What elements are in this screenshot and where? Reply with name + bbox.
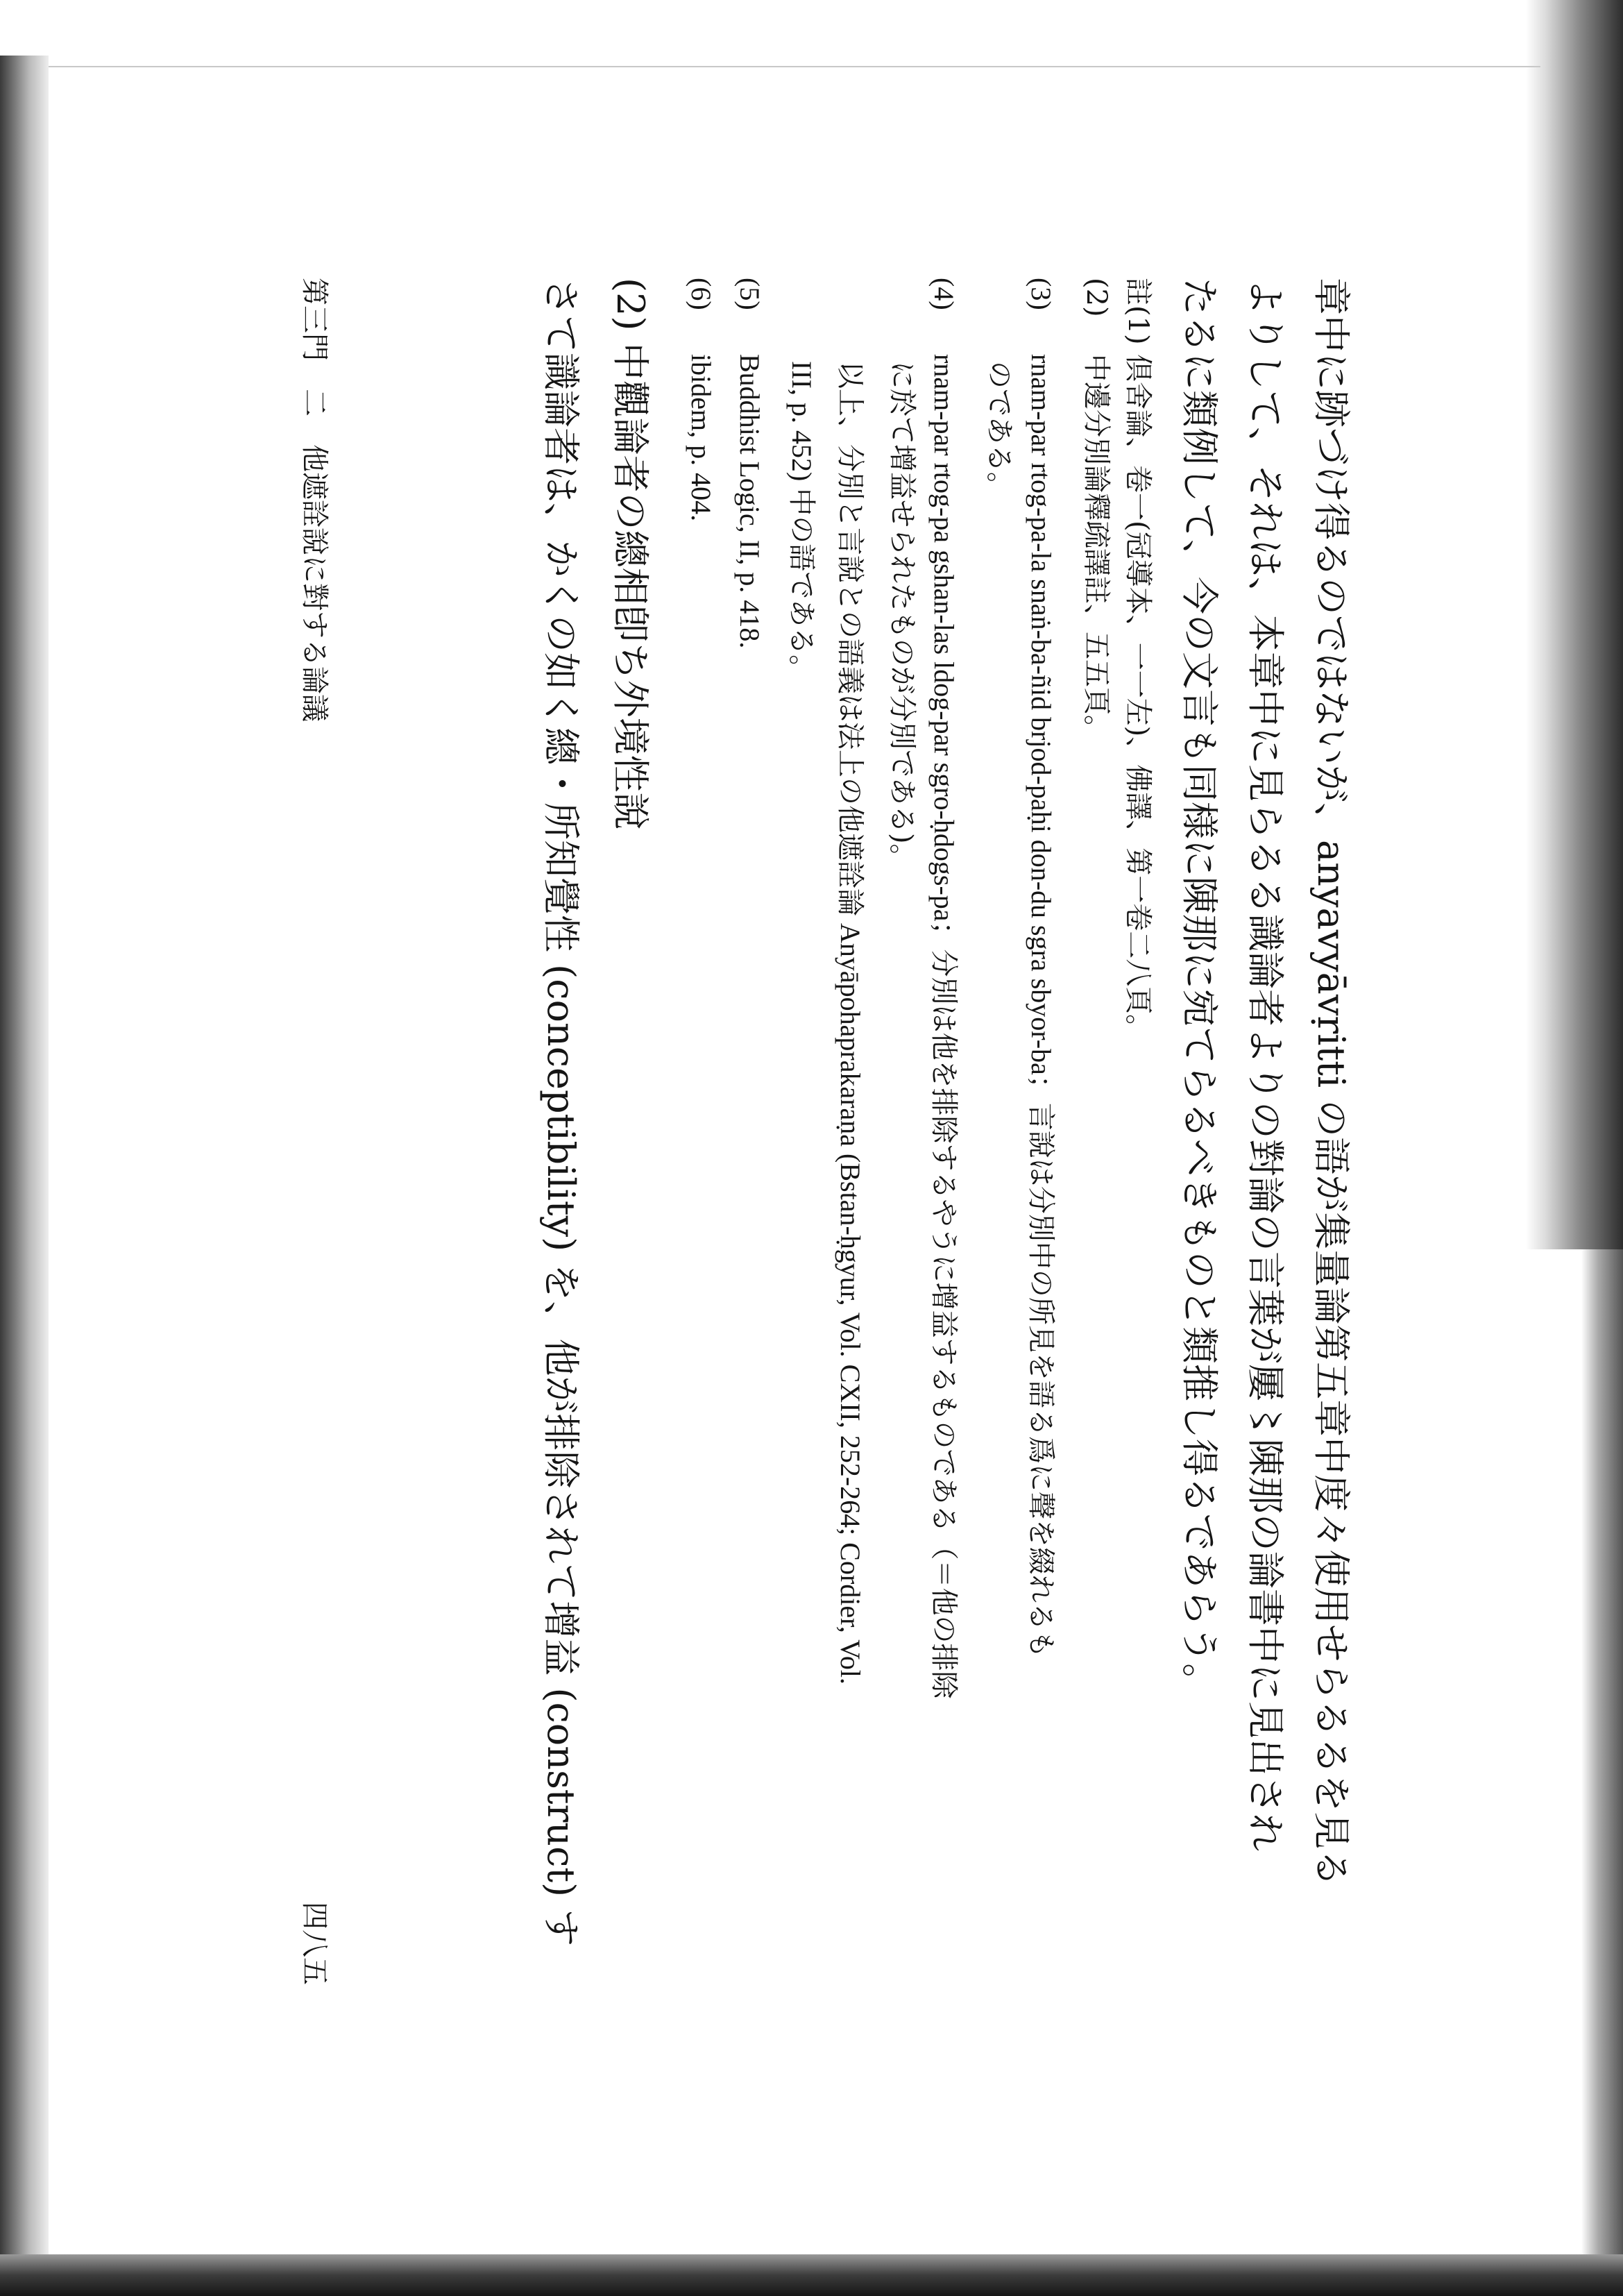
notes-heading: 註(1)	[1122, 278, 1154, 345]
note-4: (4)rnam-par rtog-pa gshan-las ldog-par sgro-ḥdogs-pa；分別は他を排除するやうに增益するものである（＝他の排除	[928, 278, 960, 1699]
note-2: (2)中邊分別論釋疏譯註、五五頁。	[1080, 278, 1112, 743]
page-number: 四八五	[298, 1902, 330, 1985]
note-number: (4)	[928, 278, 960, 310]
body-line-1: 章中に跡づけ得るのではないが、anyavyāvṛitti の語が集量論第五章中度々使用せらるるを見る	[1309, 278, 1353, 1887]
scan-shadow-bottom	[0, 2254, 1623, 2296]
scan-shadow-left	[0, 56, 49, 2296]
section-body: さて識論者は、かくの如く總・所知覺性 (conceptibility) を、他が排除されて增益 (construct) す	[539, 278, 583, 1947]
running-footer: 第三門 二 他遮詮說に對する論議	[298, 278, 330, 722]
note-1: 註(1)倶舍論、卷一(冠導本、一一左)、佛譯、第一卷二八頁。	[1122, 278, 1154, 1043]
note-4-cont: に於て增益せられたものが分別である)。	[886, 361, 918, 872]
section-heading: (2) 中觀論者の總相卽ち外境性說	[609, 278, 652, 830]
note-3: (3)rnam-par rtog-pa-la snaṅ-ba-ñid brjod-paḥi don-du sgra sbyor-ba；言說は分別中の所見を語る爲に聲を綴れるも	[1026, 278, 1057, 1658]
note-number: (3)	[1026, 278, 1057, 310]
rotated-page	[239, 278, 1353, 2082]
scan-shadow-right-top	[1526, 0, 1623, 1249]
body-line-3: たるに類例して、今の文言も同様に陳那に宛てらるべきものと類推し得るであらう。	[1178, 278, 1221, 1701]
note-number: (6)	[686, 278, 717, 310]
note-4b-cont: III, p. 452) 中の語である。	[786, 361, 817, 683]
note-4b: 以上、分別と言說との語義は法上の他遮詮論 Anyāpohaprakaraṇa (Bstan-ḥgyur, Vol. CXII, 252-264; Cordier, Vol.	[835, 361, 866, 1685]
note-3-cont: のである。	[983, 361, 1015, 500]
note-number: (5)	[734, 278, 765, 310]
note-6: (6)ibidem, p. 404.	[686, 278, 717, 522]
note-number: (2)	[1080, 278, 1112, 317]
note-5: (5)Buddhist Logic, II, p. 418.	[734, 278, 765, 649]
scan-shadow-right	[1581, 1249, 1623, 2296]
body-line-2: よりして、それは、本章中に見らるる識論者よりの對論の言葉が屢〻陳那の論書中に見出され	[1243, 278, 1287, 1851]
